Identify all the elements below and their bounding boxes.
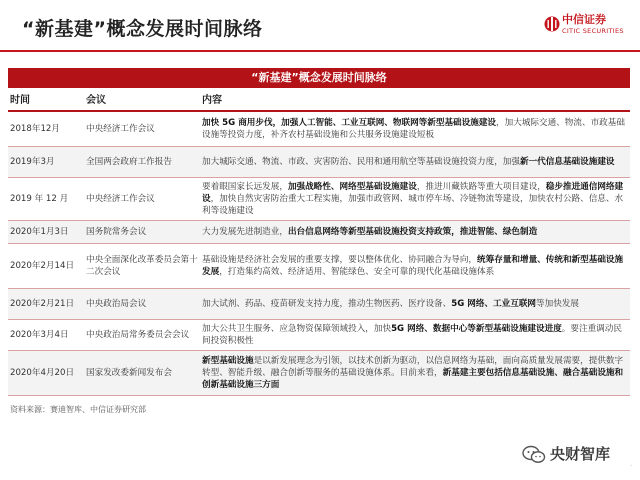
table-row — [8, 178, 630, 221]
table-row — [8, 221, 630, 244]
logo-name: 中信证券 — [562, 13, 606, 26]
content-segment: ，推进川藏铁路等重大项目建设， — [416, 182, 546, 192]
row-content — [202, 147, 628, 177]
content-segment: ，加大城际交通、物流、市政基础设施等投资力度，补齐农村基础设施和公共服务设施建设短板 — [202, 118, 625, 140]
content-segment: 加大城际交通、物流、市政、灾害防治、民用和通用航空等基础设施投资力度，加强 — [202, 157, 520, 167]
watermark-text: 央财智库 — [550, 445, 611, 463]
table-row — [8, 244, 630, 289]
row-time: 2019 年 12 月 — [10, 194, 69, 204]
header-divider — [0, 50, 640, 52]
column-header-time: 时间 — [10, 95, 30, 106]
row-meeting: 国家发改委新闻发布会 — [86, 368, 172, 378]
row-meeting: 全国两会政府工作报告 — [86, 157, 172, 167]
row-content — [202, 289, 628, 319]
row-content — [202, 351, 628, 395]
page-title: “新基建”概念发展时间脉络 — [22, 18, 263, 40]
content-segment: 出台信息网络等新型基础设施投资支持政策，推进智能、绿色制造 — [287, 227, 538, 237]
row-meeting: 中央经济工作会议 — [86, 124, 155, 134]
content-segment: 5G 网络、数据中心等新型基础设施建设进度 — [391, 324, 562, 334]
row-content — [202, 244, 628, 288]
content-segment: 大力发展先进制造业， — [202, 227, 288, 237]
row-content — [202, 320, 628, 350]
content-segment: 新基建主要包括信息基础设施、融合基础设施和创新基础设施三方面 — [202, 368, 624, 390]
content-segment: 加强战略性、网络型基础设施建设 — [287, 182, 417, 192]
content-segment: 5G 网络、工业互联网 — [451, 299, 537, 309]
content-segment: 。要注重调动民间投资积极性 — [202, 324, 622, 346]
table-row — [8, 147, 630, 178]
content-segment: 新一代信息基础设施建设 — [519, 157, 615, 167]
row-time: 2018年12月 — [10, 124, 60, 134]
content-segment: ，打造集约高效、经济适用、智能绿色、安全可靠的现代化基础设施体系 — [219, 267, 495, 277]
table-row — [8, 320, 630, 351]
citic-emblem-icon — [544, 14, 560, 34]
content-segment: 新型基础设施 — [202, 356, 254, 366]
row-content — [202, 178, 628, 220]
content-segment: 等加快发展 — [536, 299, 579, 309]
column-header-meeting: 会议 — [86, 95, 106, 106]
row-meeting: 中央全面深化改革委员会第十二次会议 — [86, 255, 198, 277]
table-row — [8, 351, 630, 396]
row-time: 2020年2月21日 — [10, 299, 75, 309]
row-content — [202, 221, 628, 243]
watermark-dot: · — [630, 463, 632, 470]
table-row — [8, 112, 630, 147]
row-time: 2020年1月3日 — [10, 227, 69, 237]
table-row — [8, 289, 630, 320]
citic-logo — [544, 8, 634, 44]
row-time: 2020年2月14日 — [10, 261, 75, 271]
content-segment: 加快 5G 商用步伐，加强人工智能、工业互联网、物联网等新型基础设施建设 — [202, 118, 497, 128]
row-meeting: 中央政治局会议 — [86, 299, 147, 309]
watermark — [522, 438, 634, 472]
row-time: 2020年3月4日 — [10, 330, 69, 340]
content-segment: 要着眼国家长远发展， — [202, 182, 288, 192]
logo-subtitle: CITIC SECURITIES — [562, 27, 624, 35]
wechat-icon — [522, 444, 546, 466]
table-title: “新基建”概念发展时间脉络 — [8, 68, 630, 88]
row-meeting: 中央政治局常务委员会会议 — [86, 330, 190, 340]
column-header-content: 内容 — [202, 95, 222, 106]
content-segment: 加大试剂、药品、疫苗研发支持力度，推动生物医药、医疗设备、 — [202, 299, 452, 309]
row-time: 2019年3月 — [10, 157, 55, 167]
row-meeting: 中央经济工作会议 — [86, 194, 155, 204]
row-meeting: 国务院常务会议 — [86, 227, 147, 237]
content-segment: 加大公共卫生服务、应急物资保障领域投入，加快 — [202, 324, 392, 334]
row-time: 2020年4月20日 — [10, 368, 75, 378]
content-segment: 基础设施是经济社会发展的重要支撑，要以整体优化、协同融合为导向， — [202, 255, 478, 265]
content-segment: 稳步推进通信网络建设 — [202, 182, 624, 204]
content-segment: 统筹存量和增量、传统和新型基础设施发展 — [202, 255, 624, 277]
content-segment: 是以新发展理念为引领，以技术创新为驱动，以信息网络为基础，面向高质量发展需要，提供数字转型、智能升级、融合创新等服务的基础设施体系。目前来看， — [202, 356, 624, 378]
row-content — [202, 112, 628, 146]
source-note: 资料来源：赛迪智库、中信证券研究部 — [10, 405, 146, 414]
content-segment: ，加快自然灾害防治重大工程实施，加强市政管网、城市停车场、冷链物流等建设，加快农村公路、信息、水利等设施建设 — [202, 194, 624, 216]
